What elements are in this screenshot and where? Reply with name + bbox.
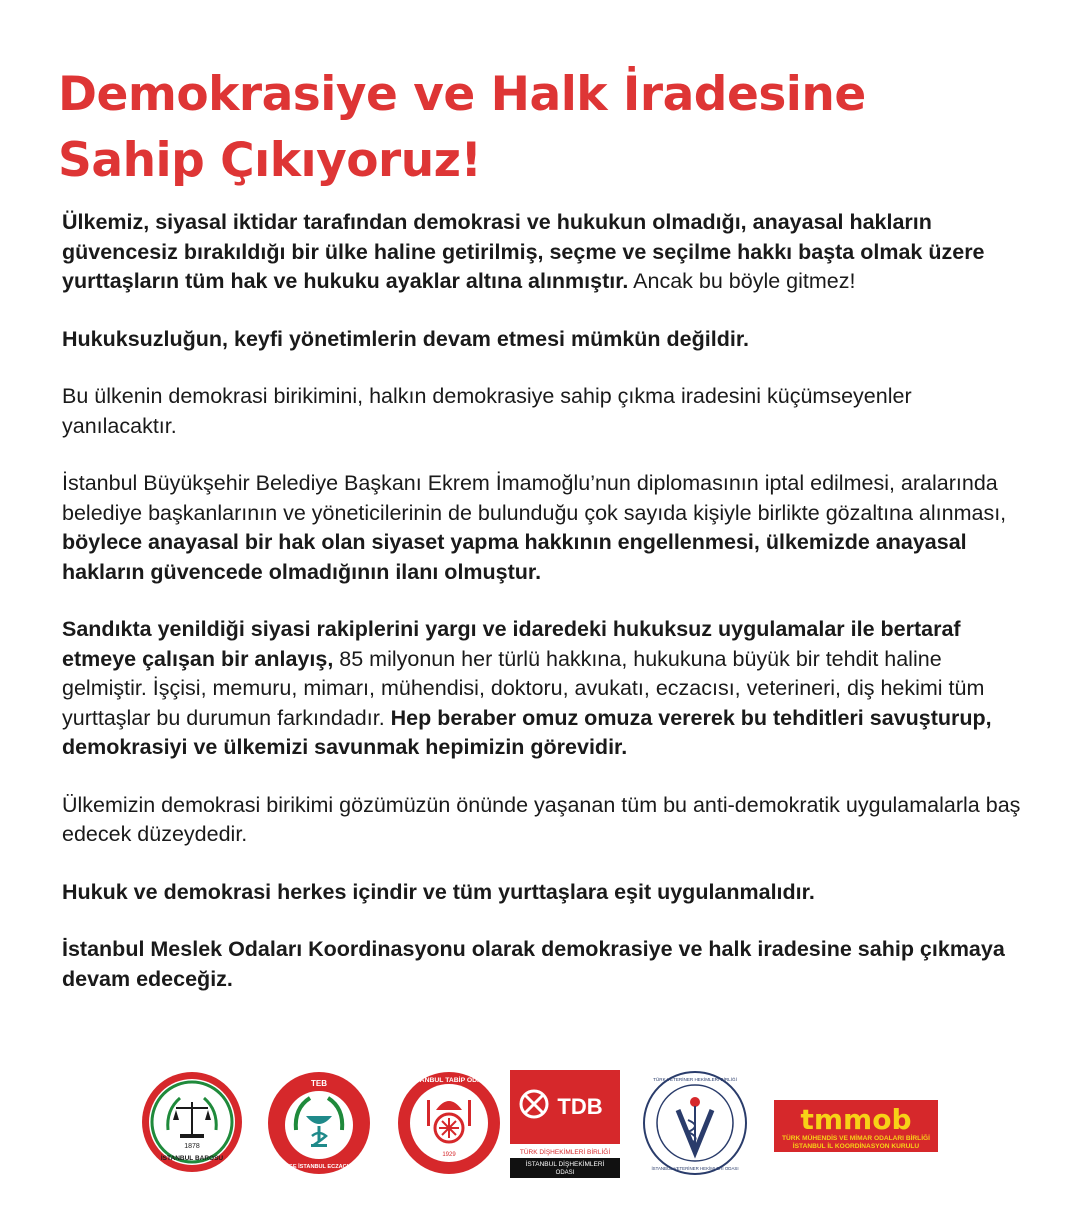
paragraph-4 <box>62 469 1022 587</box>
eczaci-top-text: TEB <box>311 1079 327 1088</box>
page-title <box>58 62 1038 194</box>
paragraph-2-bold: Hukuksuzluğun, keyfi yönetimlerin devam etmesi mümkün değildir. <box>62 326 749 351</box>
paragraph-6 <box>62 791 1022 850</box>
tmmob-logo <box>774 1100 938 1152</box>
paragraph-5-bold-1: Sandıkta yenildiği siyasi rakiplerini yargı ve idaredeki hukuksuz uygulamalar ile bertaraf etmeye çalışan bir anlayış, <box>62 617 961 671</box>
tdb-line-1: TÜRK DİŞHEKİMLERİ BİRLİĞİ <box>519 1149 611 1156</box>
paragraph-4-normal: İstanbul Büyükşehir Belediye Başkanı Ekrem İmamoğlu’nun diplomasının iptal edilmesi, aralarında belediye başkanlarının ve yöneticilerinin de bulunduğu çok sayıda kişiyle birlikte gözaltına alınması, <box>62 471 1007 525</box>
paragraph-7-bold: Hukuk ve demokrasi herkes içindir ve tüm yurttaşlara eşit uygulanmalıdır. <box>62 879 815 904</box>
title-line-2: Sahip Çıkıyoruz! <box>58 133 482 188</box>
veteriner-ring-bottom: İSTANBUL VETERİNER HEKİMLERİ ODASI <box>651 1166 739 1171</box>
tabip-year: 1929 <box>442 1152 456 1158</box>
paragraph-7 <box>62 878 1022 908</box>
statement-body <box>62 208 1022 1022</box>
istanbul-barosu-logo <box>140 1070 244 1174</box>
paragraph-1 <box>62 208 1022 297</box>
tmmob-line-1: TÜRK MÜHENDİS VE MİMAR ODALARI BİRLİĞİ <box>782 1135 930 1142</box>
paragraph-2 <box>62 325 1022 355</box>
tdb-line-3: ODASI <box>555 1170 575 1176</box>
eczaci-ring-text: 1. BÖLGE İSTANBUL ECZACI ODASI <box>270 1164 368 1170</box>
veteriner-odasi-logo <box>642 1070 748 1176</box>
paragraph-3 <box>62 382 1022 441</box>
baro-year: 1878 <box>184 1143 200 1150</box>
title-line-1: Demokrasiye ve Halk İradesine <box>58 67 866 122</box>
paragraph-6-normal: Ülkemizin demokrasi birikimi gözümüzün önünde yaşanan tüm bu anti-demokratik uygulamalarla baş edecek düzeydedir. <box>62 792 1021 846</box>
tdb-abbr: TDB <box>557 1094 603 1119</box>
paragraph-8 <box>62 935 1022 994</box>
paragraph-3-normal: Bu ülkenin demokrasi birikimini, halkın demokrasiye sahip çıkma iradesini küçümseyenler yanılacaktır. <box>62 384 912 438</box>
tdb-line-2: İSTANBUL DİŞHEKİMLERİ <box>525 1161 605 1168</box>
tabip-ring-text: İSTANBUL TABİP ODASI <box>409 1077 489 1084</box>
logo-strip <box>0 1070 1080 1190</box>
paragraph-5 <box>62 615 1022 763</box>
paragraph-4-bold: böylece anayasal bir hak olan siyaset yapma hakkının engellenmesi, ülkemizde anayasal hakların güvencede olmadığının ilanı olmuştur. <box>62 530 967 584</box>
tmmob-line-2: İSTANBUL İL KOORDİNASYON KURULU <box>792 1143 920 1150</box>
tabip-odasi-logo <box>396 1070 502 1176</box>
tmmob-abbr: tmmob <box>800 1103 912 1136</box>
paragraph-1-bold: Ülkemiz, siyasal iktidar tarafından demokrasi ve hukukun olmadığı, anayasal hakların güvencesiz bırakıldığı bir ülke haline getirilmiş, seçme ve seçilme hakkı başta olmak üzere yurttaşların tüm hak ve hukuku ayaklar altına alınmıştır. <box>62 210 985 293</box>
paragraph-1-normal: Ancak bu böyle gitmez! <box>628 269 856 293</box>
eczaci-odasi-logo <box>266 1070 372 1176</box>
paragraph-5-bold-2: Hep beraber omuz omuza vererek bu tehditleri savuşturup, demokrasiyi ve ülkemizi savunmak hepimizin görevidir. <box>62 705 992 759</box>
baro-name: İSTANBUL BAROSU <box>160 1155 224 1162</box>
paragraph-8-bold: İstanbul Meslek Odaları Koordinasyonu olarak demokrasiye ve halk iradesine sahip çıkmaya devam edeceğiz. <box>62 937 1005 991</box>
paragraph-5-normal: 85 milyonun her türlü hakkına, hukukuna büyük bir tehdit haline gelmiştir. İşçisi, memuru, mimarı, mühendisi, doktoru, avukatı, eczacısı, veterineri, diş hekimi tüm yurttaşlar bu durumun farkındadır. <box>62 646 985 730</box>
tdb-logo <box>510 1070 620 1178</box>
veteriner-ring-top: TÜRK VETERİNER HEKİMLERİ BİRLİĞİ <box>653 1077 737 1082</box>
